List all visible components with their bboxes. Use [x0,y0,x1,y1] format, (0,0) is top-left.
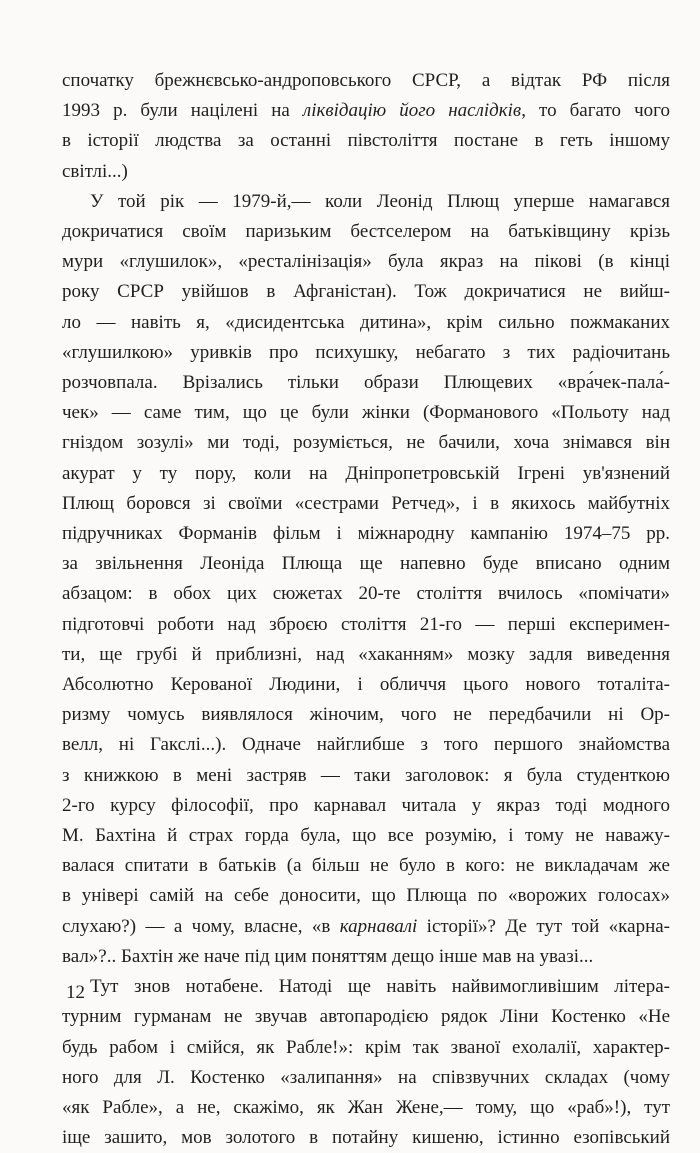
text-run: докричатися своїм паризьким бестселером на батьківщину крізь [62,221,670,243]
italic-text: карнавалі [339,915,418,937]
text-run: вал»?.. Бахтін же наче під цим поняттям дещо інше мав на увазі... [62,945,594,967]
text-run: з книжкою в мені застряв — таки заголовок: я була студенткою [62,764,670,786]
text-line [62,972,670,1002]
text-run: 1993 р. були націлені на [62,100,303,122]
text-run: за звільнення Леоніда Плюща ще напевно буде вписано одним [62,553,670,575]
text-line [62,1123,670,1153]
text-line [62,187,670,217]
text-run: підготовчі роботи над зброєю століття 21-го — перші експеримен- [62,613,670,635]
text-line [62,519,670,549]
text-run: турним гурманам не звучав автопародією рядок Ліни Костенко «Не [62,1006,670,1028]
text-run: Плющ боровся зі своїми «сестрами Ретчед», і в якихось майбутніх [62,492,670,514]
text-line [62,489,670,519]
text-line [62,1093,670,1123]
text-run: акурат у ту пору, коли на Дніпропетровській Ігрені ув'язнений [62,462,670,484]
text-line [62,730,670,760]
text-line [62,247,670,277]
text-line [62,1063,670,1093]
text-run: ти, ще грубі й приблизні, над «хаканням» мозку задля виведення [62,643,670,665]
text-run: світлі...) [62,160,128,182]
text-line [62,791,670,821]
text-line [62,579,670,609]
text-run: ло — навіть я, «дисидентська дитина», крім сильно пожмаканих [62,311,670,333]
text-line [62,549,670,579]
text-line [62,670,670,700]
text-line [62,157,670,187]
text-run: спочатку брежнєвсько-андроповського СРСР, а відтак РФ після [62,70,670,91]
text-line [62,308,670,338]
text-run: будь рабом і смійся, як Рабле!»: крім так званої ехолалії, характер- [62,1036,670,1058]
text-line [62,700,670,730]
text-line [62,912,670,942]
text-line [62,277,670,307]
text-run: підручниках Форманів фільм і міжнародну кампанію 1974–75 рр. [62,523,670,545]
text-run: розчовпала. Врізались тільки образи Плющевих «вра́чек-пала́- [62,372,670,394]
text-run: ного для Л. Костенко «залипання» на співзвучних складах (чому [62,1066,670,1088]
text-line [62,398,670,428]
text-run: велл, ні Гакслі...). Одначе найглибше з того першого знайомства [62,734,670,756]
text-run: слухаю?) — а чому, власне, «в [62,915,340,937]
italic-text: ліквідацію його наслідків [302,100,522,122]
text-run: року СРСР увійшов в Афганістан). Тож докричатися не вийш- [62,281,670,303]
text-run: чек» — саме тим, що це були жінки (Форманового «Польоту над [62,402,670,424]
text-line [62,881,670,911]
text-run: мури «глушилок», «ресталінізація» була якраз на пікові (в кінці [62,251,670,273]
text-line [62,459,670,489]
text-line [62,761,670,791]
text-run: «як Рабле», а не, скажімо, як Жан Жене,— тому, що «раб»!), тут [62,1096,670,1118]
text-line [62,1002,670,1032]
text-run: М. Бахтіна й страх горда була, що все розумію, і тому не наважу- [62,825,670,847]
text-run: ризму чомусь виявлялося жіночим, чого не передбачили ні Ор- [62,704,670,726]
text-line [62,942,670,972]
text-line [62,126,670,156]
text-line [62,610,670,640]
page-number: 12 [66,982,85,1003]
text-line [62,338,670,368]
text-line [62,1033,670,1063]
body-text [62,66,670,1153]
text-line [62,96,670,126]
text-line [62,851,670,881]
text-line [62,640,670,670]
text-run: , то багато чого [521,100,670,122]
text-run: гніздом зозулі» ми тоді, розуміється, не бачили, хоча знімався він [62,432,670,454]
text-line [62,821,670,851]
text-run: валася спитати в батьків (а більш не було в кого: не викладачам же [62,855,670,877]
text-line [62,217,670,247]
text-run: У той рік — 1979-й,— коли Леонід Плющ уперше намагався [90,190,670,212]
text-line [62,368,670,398]
text-run: історії»? Де тут той «карна- [417,915,670,937]
text-run: абзацом: в обох цих сюжетах 20-те століття вчилось «помічати» [62,583,670,605]
text-run: Тут знов нотабене. Натоді ще навіть найвимогливішим літера- [90,976,670,998]
text-run: Абсолютно Керованої Людини, і обличчя цього нового тоталіта- [62,674,670,696]
text-line [62,66,670,96]
text-run: 2-го курсу філософії, про карнавал читала у якраз тоді модного [62,794,670,816]
text-run: іще зашито, мов золотого в потайну кишеню, істинно езопівський [62,1127,670,1149]
text-run: в універі самій на себе доносити, що Плюща по «ворожих голосах» [62,885,670,907]
text-run: «глушилкою» уривків про психушку, небагато з тих радіочитань [62,341,670,363]
text-line [62,428,670,458]
text-run: в історії людства за останні півстоліття постане в геть іншому [62,130,670,152]
